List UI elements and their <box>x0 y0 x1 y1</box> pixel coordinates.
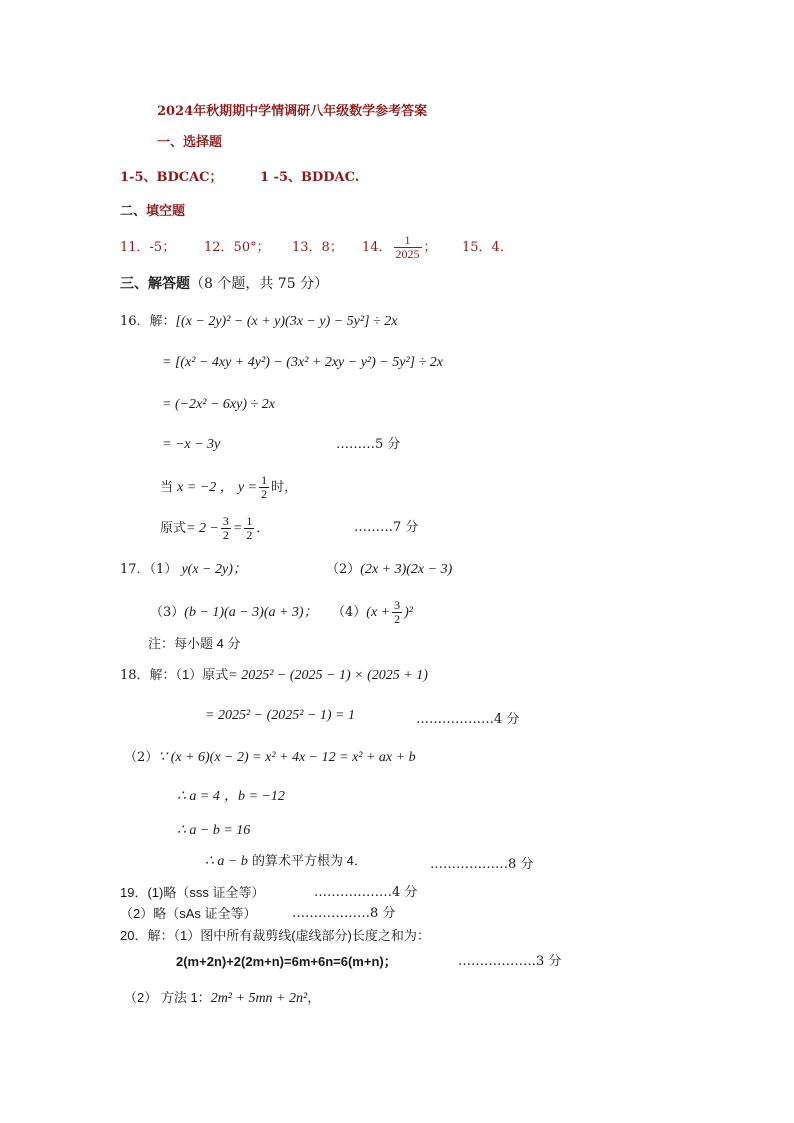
fill-answer-14-label: 14． <box>362 240 392 255</box>
fraction-denominator: 2 <box>246 528 253 542</box>
section-3-title: 三、解答题 <box>120 276 190 292</box>
fill-answer-15: 15．4． <box>462 240 513 255</box>
q17-p2-tag: （2） <box>326 562 361 577</box>
section-3-heading <box>120 275 328 293</box>
q20-score-1: ………………3 分 <box>458 954 562 969</box>
q16-label: 16．解： <box>120 314 176 329</box>
fill-answer-11: 11．-5； <box>120 240 176 255</box>
q17-part-4 <box>332 596 413 630</box>
section-2-heading <box>120 203 185 221</box>
q18-p2: ∵ (x + 6)(x − 2) = x² + 4x − 12 = x² + ax + b <box>158 750 416 765</box>
q16-result-prefix: 原式 <box>160 520 187 535</box>
q20-line-3 <box>124 989 320 1008</box>
section-2-prefix: 二、 <box>120 204 147 219</box>
q16-line-1 <box>120 313 397 331</box>
fraction-denominator: 2 <box>222 528 229 542</box>
fraction-numerator: 3 <box>394 598 401 612</box>
q17-part-2 <box>326 561 452 579</box>
fraction-denominator: 2 <box>394 612 401 626</box>
fraction-1-over-2-result <box>244 515 254 542</box>
q18-score-1: ………………4 分 <box>416 712 520 727</box>
q18-p2d-b: 的算术平方根为 4． <box>252 853 367 868</box>
q16-result-eq: = 2 − <box>186 521 219 536</box>
q20-l3-end: ， <box>307 991 321 1006</box>
q17-note: 注：每小题 4 分 <box>148 636 241 651</box>
q17-p4-post: )² <box>404 605 413 620</box>
q20-l3: 2m² + 5mn + 2n² <box>210 991 308 1006</box>
q18-p2b-b: ，b = −12 <box>224 789 285 804</box>
q17-line-2 <box>150 596 318 630</box>
q17-p1: y(x − 2y)； <box>181 562 247 577</box>
q19-score-1: ………………4 分 <box>314 885 418 900</box>
q16-score-2: ………7 分 <box>354 520 419 535</box>
section-2-title: 填空题 <box>146 204 186 219</box>
q19-line-1: 19．(1)略（sss 证全等） <box>120 885 265 900</box>
q17-line-1 <box>120 561 247 579</box>
fraction-numerator: 3 <box>222 514 229 528</box>
q16-when-x: x = −2 ， <box>177 480 234 495</box>
q18-p2-tag: （2） <box>124 750 159 765</box>
q16-result-end: ． <box>256 521 270 536</box>
q17-p4-pre: (x + <box>366 605 391 620</box>
fraction-numerator: 1 <box>246 514 253 528</box>
q18-p1: = 2025² − (2025 − 1) × (2025 + 1) <box>228 668 428 683</box>
fraction-numerator: 1 <box>261 473 268 487</box>
q18-p2b-a: ∴ a = 4 <box>177 789 220 804</box>
section-3-note: （8 个题，共 75 分） <box>190 276 329 292</box>
q20-line-1: 20．解：（1）图中所有裁剪线(虚线部分)长度之和为： <box>120 928 430 943</box>
q16-expr-1: [(x − 2y)² − (x + y)(3x − y) − 5y²] ÷ 2x <box>175 314 398 329</box>
mc-answers-a: 1-5、BDCAC； <box>120 170 223 185</box>
fraction-numerator: 1 <box>404 233 411 247</box>
q18-label: 18．解： <box>120 668 176 683</box>
doc-title: 2024年秋期期中学情调研八年级数学参考答案 <box>157 104 428 119</box>
q18-line-1 <box>120 666 428 685</box>
q18-line-3 <box>124 749 416 767</box>
q18-p2d-a: ∴ a − b <box>205 854 248 869</box>
q20-l3-tag: （2） 方法 1： <box>124 990 211 1005</box>
fraction-1-over-2 <box>259 474 269 501</box>
q16-when-suffix: 时， <box>271 479 298 494</box>
fraction-denominator: 2 <box>261 487 268 501</box>
q16-line-4: = −x − 3y <box>162 437 221 452</box>
fraction-denominator: 2025 <box>395 247 420 261</box>
section-1-heading: 一、选择题 <box>157 135 223 150</box>
fill-answer-14-tail: ； <box>423 240 437 255</box>
q16-result <box>160 511 269 546</box>
q19-line-2: （2）略（sAs 证全等） <box>120 906 257 921</box>
q16-score-1: ………5 分 <box>336 437 401 452</box>
q18-p1-tag: （1）原式 <box>175 667 229 682</box>
q16-line-3: = (−2x² − 6xy) ÷ 2x <box>162 397 275 412</box>
fill-answer-14 <box>362 231 437 265</box>
q17-p3-tag: （3） <box>150 605 185 620</box>
q18-line-6 <box>205 852 367 871</box>
fraction-3-over-2 <box>221 515 231 542</box>
mc-answers-b: 1 -5、BDDAC. <box>260 170 360 185</box>
q20-line-2: 2(m+2n)+2(2m+n)=6m+6n=6(m+n)； <box>176 954 397 969</box>
fill-answer-12: 12．50°； <box>204 240 270 255</box>
q18-score-2: ………………8 分 <box>430 857 534 872</box>
fraction-1-over-2025 <box>394 234 422 261</box>
q16-when-prefix: 当 <box>160 479 174 494</box>
q18-line-4 <box>177 788 285 806</box>
q18-line-2: = 2025² − (2025² − 1) = 1 <box>205 708 356 723</box>
q17-p4-tag: （4） <box>332 605 367 620</box>
q16-result-eq2: = <box>232 521 243 536</box>
q18-line-5: ∴ a − b = 16 <box>177 823 251 838</box>
q17-p3: (b − 1)(a − 3)(a + 3)； <box>184 605 318 620</box>
q16-line-2: = [(x² − 4xy + 4y²) − (3x² + 2xy − y²) − 5y²] ÷ 2x <box>162 355 443 370</box>
q17-p1-tag: （1） <box>149 562 178 577</box>
q16-when-y: y = <box>237 480 258 495</box>
q17-label: 17． <box>120 562 150 577</box>
q17-p2: (2x + 3)(2x − 3) <box>360 562 453 577</box>
q19-score-2: ………………8 分 <box>292 906 396 921</box>
fraction-3-over-2-q17 <box>392 599 402 626</box>
fill-answer-13: 13．8； <box>292 240 343 255</box>
q16-condition <box>160 470 297 505</box>
